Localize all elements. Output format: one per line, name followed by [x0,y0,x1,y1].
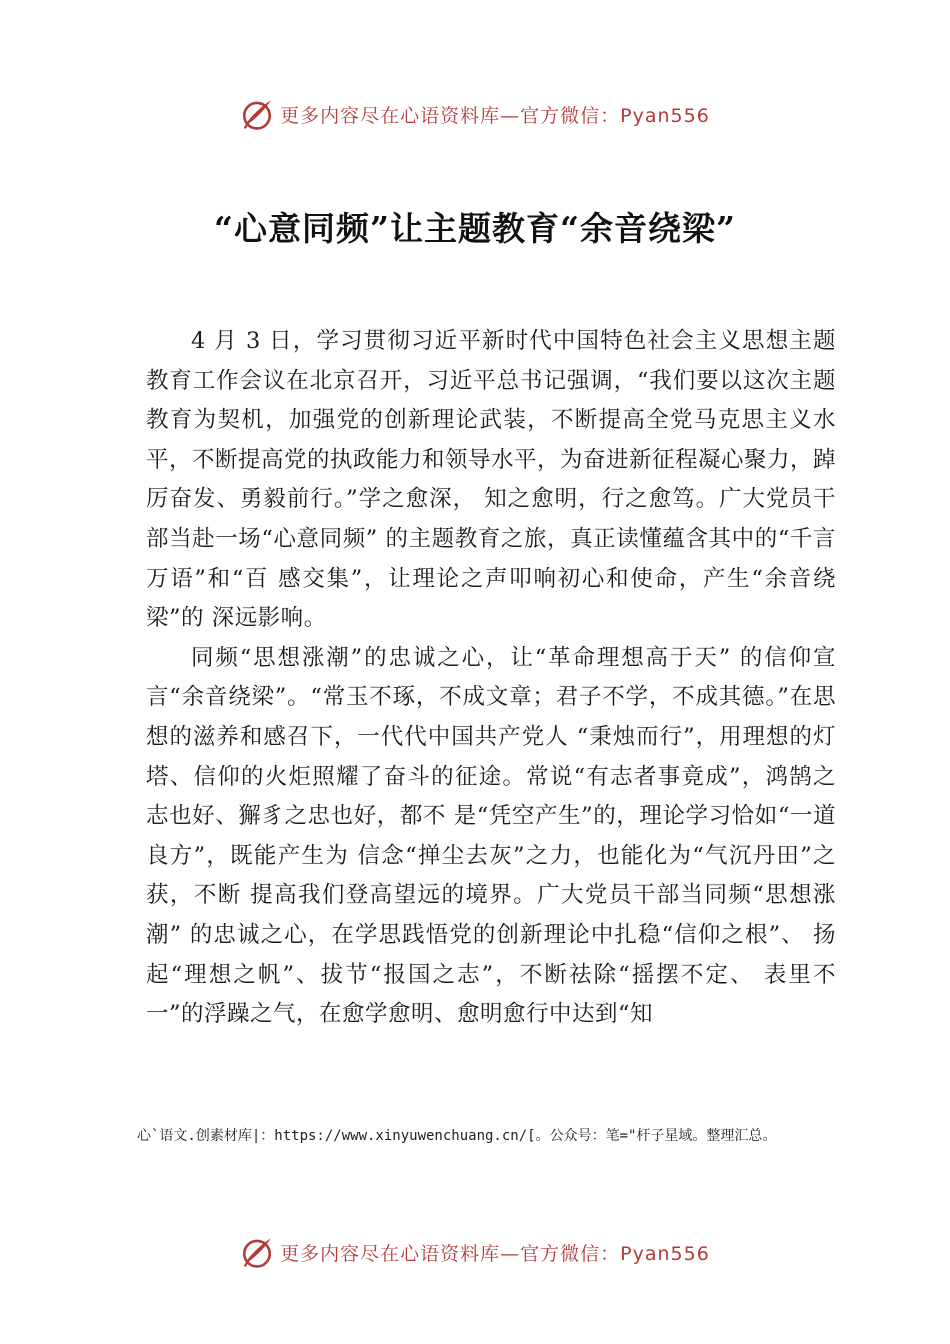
footer-banner [0,1232,950,1272]
paragraph-1: 4 月 3 日，学习贯彻习近平新时代中国特色社会主义思想主题教育工作会议在北京召开，习近平总书记强调，“我们要以这次主题教育为契机，加强党的创新理论武装，不断提高全党马克思主义水平，不断提高党的执政能力和领导水平，为奋进新征程凝心聚力，踔厉奋发、勇毅前行。”学之愈深， 知之愈明，行之愈笃。广大党员干部当赴一场“心意同频” 的主题教育之旅，真正读懂蕴含其中的“千言万语”和“百 感交集”，让理论之声叩响初心和使命，产生“余音绕梁”的 深远影响。 [146,328,837,632]
paragraph-2: 同频“思想涨潮”的忠诚之心，让“革命理想高于天” 的信仰宣言“余音绕梁”。“常玉不琢，不成文章；君子不学，不成其德。”在思想的滋养和感召下，一代代中国共产党人 “秉烛而行”，用理想的灯塔、信仰的火炬照耀了奋斗的征途。常说“有志者事竟成”，鸿鹄之志也好、獬豸之忠也好，都不 是“凭空产生”的，理论学习恰如“一道良方”，既能产生为 信念“掸尘去灰”之力，也能化为“气沉丹田”之获，不断 提高我们登高望远的境界。广大党员干部当同频“思想涨潮” 的忠诚之心，在学思践悟党的创新理论中扎稳“信仰之根”、 扬起“理想之帆”、拔节“报国之志”，不断祛除“摇摆不定、 表里不一”的浮躁之气，在愈学愈明、愈明愈行中达到“知 [146,644,836,1028]
quill-pen-logo-icon [240,1235,274,1269]
footer-banner-label: 更多内容尽在心语资料库—官方微信： [280,1242,621,1265]
header-banner-text [280,101,710,128]
header-banner-label: 更多内容尽在心语资料库—官方微信： [280,104,621,127]
document-title: “心意同频”让主题教育“余音绕梁” [214,209,736,248]
header-banner [0,94,950,134]
document-body [146,322,836,1035]
footer-banner-text [280,1239,710,1266]
quill-pen-logo-icon [240,97,274,131]
source-footnote: 心`语文.创素材库|：https://www.xinyuwenchuang.cn/[。公众号：笔="杆子星域。整理汇总。 [137,1128,777,1144]
header-wechat-id: Pyan556 [620,104,710,127]
footer-wechat-id: Pyan556 [620,1242,710,1265]
